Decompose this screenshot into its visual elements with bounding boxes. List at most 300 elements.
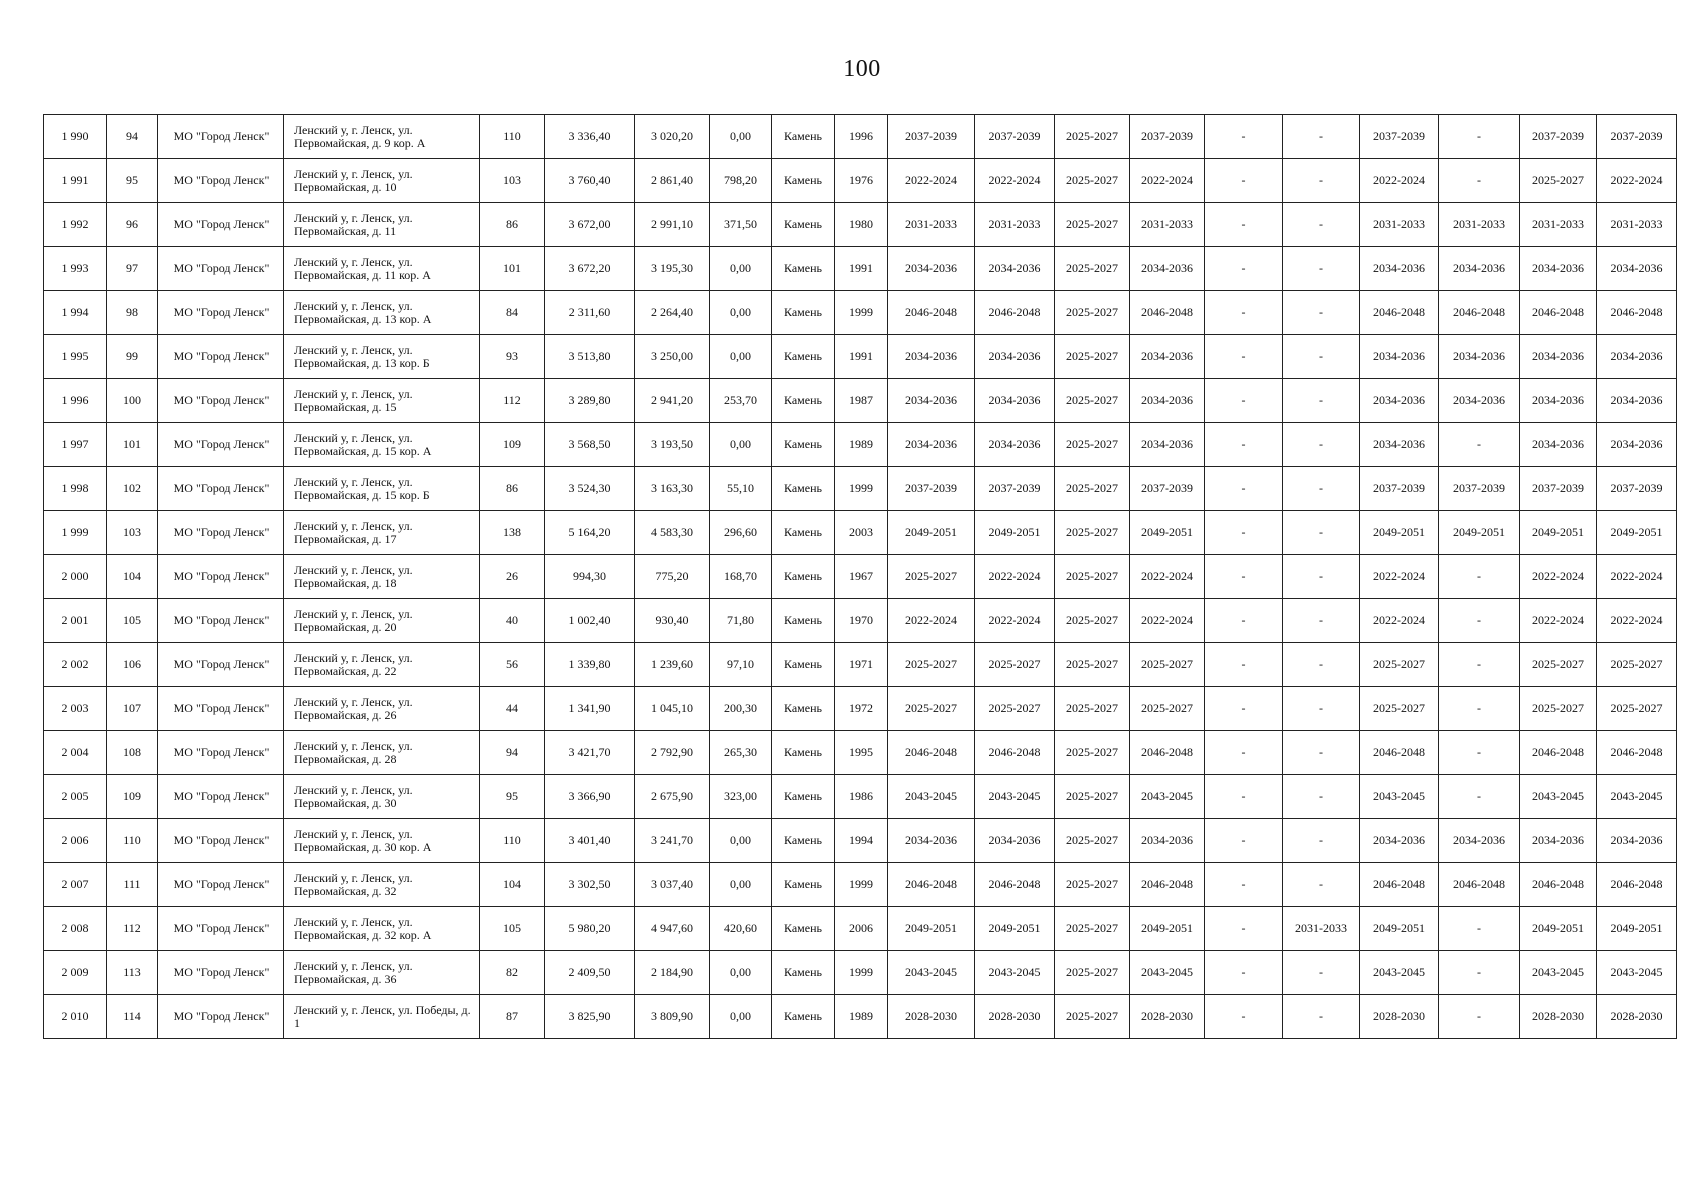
total-area-cell: 5 164,20	[545, 511, 635, 555]
period-cell-4: 2049-2051	[1130, 907, 1205, 951]
living-area-cell: 2 991,10	[635, 203, 710, 247]
wall-material-cell: Камень	[772, 995, 835, 1039]
nonresidential-area-cell: 265,30	[710, 731, 772, 775]
period-cell-2: 2034-2036	[975, 819, 1055, 863]
period-cell-9: 2046-2048	[1520, 731, 1597, 775]
table-row	[44, 555, 1677, 599]
row-index-cell: 1 996	[44, 379, 107, 423]
entry-number-cell: 107	[107, 687, 158, 731]
residents-cell: 110	[480, 115, 545, 159]
municipality-cell: МО "Город Ленск"	[158, 291, 284, 335]
period-cell-10: 2034-2036	[1597, 423, 1677, 467]
municipality-cell: МО "Город Ленск"	[158, 203, 284, 247]
build-year-cell: 1972	[835, 687, 888, 731]
living-area-cell: 3 163,30	[635, 467, 710, 511]
living-area-cell: 3 037,40	[635, 863, 710, 907]
period-cell-4: 2028-2030	[1130, 995, 1205, 1039]
period-cell-5: -	[1205, 599, 1283, 643]
period-cell-9: 2031-2033	[1520, 203, 1597, 247]
total-area-cell: 3 672,20	[545, 247, 635, 291]
table-row	[44, 731, 1677, 775]
period-cell-8: 2031-2033	[1439, 203, 1520, 247]
table-row	[44, 203, 1677, 247]
period-cell-9: 2025-2027	[1520, 159, 1597, 203]
living-area-cell: 2 675,90	[635, 775, 710, 819]
period-cell-6: -	[1283, 863, 1360, 907]
period-cell-5: -	[1205, 423, 1283, 467]
period-cell-8: 2049-2051	[1439, 511, 1520, 555]
period-cell-9: 2034-2036	[1520, 819, 1597, 863]
period-cell-7: 2034-2036	[1360, 335, 1439, 379]
row-index-cell: 1 990	[44, 115, 107, 159]
period-cell-2: 2028-2030	[975, 995, 1055, 1039]
period-cell-7: 2022-2024	[1360, 599, 1439, 643]
period-cell-8: -	[1439, 907, 1520, 951]
residents-cell: 86	[480, 467, 545, 511]
build-year-cell: 1987	[835, 379, 888, 423]
living-area-cell: 4 583,30	[635, 511, 710, 555]
period-cell-7: 2049-2051	[1360, 907, 1439, 951]
living-area-cell: 2 264,40	[635, 291, 710, 335]
period-cell-3: 2025-2027	[1055, 643, 1130, 687]
period-cell-5: -	[1205, 863, 1283, 907]
period-cell-9: 2034-2036	[1520, 379, 1597, 423]
row-index-cell: 1 995	[44, 335, 107, 379]
table-row	[44, 159, 1677, 203]
period-cell-7: 2028-2030	[1360, 995, 1439, 1039]
entry-number-cell: 101	[107, 423, 158, 467]
period-cell-8: -	[1439, 775, 1520, 819]
period-cell-3: 2025-2027	[1055, 511, 1130, 555]
period-cell-6: -	[1283, 643, 1360, 687]
wall-material-cell: Камень	[772, 731, 835, 775]
period-cell-4: 2049-2051	[1130, 511, 1205, 555]
total-area-cell: 2 311,60	[545, 291, 635, 335]
period-cell-7: 2046-2048	[1360, 291, 1439, 335]
residents-cell: 56	[480, 643, 545, 687]
period-cell-7: 2034-2036	[1360, 247, 1439, 291]
period-cell-8: -	[1439, 995, 1520, 1039]
period-cell-3: 2025-2027	[1055, 467, 1130, 511]
period-cell-10: 2034-2036	[1597, 335, 1677, 379]
nonresidential-area-cell: 0,00	[710, 335, 772, 379]
period-cell-6: -	[1283, 335, 1360, 379]
period-cell-1: 2049-2051	[888, 907, 975, 951]
build-year-cell: 1999	[835, 467, 888, 511]
period-cell-2: 2034-2036	[975, 335, 1055, 379]
table-row	[44, 863, 1677, 907]
period-cell-5: -	[1205, 379, 1283, 423]
nonresidential-area-cell: 0,00	[710, 819, 772, 863]
entry-number-cell: 114	[107, 995, 158, 1039]
period-cell-5: -	[1205, 335, 1283, 379]
living-area-cell: 930,40	[635, 599, 710, 643]
period-cell-2: 2037-2039	[975, 467, 1055, 511]
build-year-cell: 1999	[835, 291, 888, 335]
living-area-cell: 2 184,90	[635, 951, 710, 995]
period-cell-9: 2049-2051	[1520, 907, 1597, 951]
table-row	[44, 335, 1677, 379]
nonresidential-area-cell: 0,00	[710, 291, 772, 335]
period-cell-5: -	[1205, 511, 1283, 555]
build-year-cell: 1989	[835, 423, 888, 467]
period-cell-3: 2025-2027	[1055, 819, 1130, 863]
period-cell-8: 2034-2036	[1439, 335, 1520, 379]
build-year-cell: 1976	[835, 159, 888, 203]
period-cell-2: 2034-2036	[975, 247, 1055, 291]
period-cell-6: -	[1283, 467, 1360, 511]
address-cell: Ленский у, г. Ленск, ул. Первомайская, д. 11	[284, 203, 480, 247]
period-cell-5: -	[1205, 203, 1283, 247]
period-cell-10: 2049-2051	[1597, 511, 1677, 555]
period-cell-2: 2043-2045	[975, 775, 1055, 819]
municipality-cell: МО "Город Ленск"	[158, 115, 284, 159]
period-cell-7: 2034-2036	[1360, 423, 1439, 467]
address-cell: Ленский у, г. Ленск, ул. Первомайская, д. 26	[284, 687, 480, 731]
period-cell-2: 2025-2027	[975, 643, 1055, 687]
residents-cell: 103	[480, 159, 545, 203]
period-cell-4: 2022-2024	[1130, 599, 1205, 643]
period-cell-3: 2025-2027	[1055, 951, 1130, 995]
total-area-cell: 3 672,00	[545, 203, 635, 247]
period-cell-4: 2046-2048	[1130, 731, 1205, 775]
row-index-cell: 2 007	[44, 863, 107, 907]
period-cell-9: 2046-2048	[1520, 863, 1597, 907]
build-year-cell: 1986	[835, 775, 888, 819]
address-cell: Ленский у, г. Ленск, ул. Первомайская, д. 10	[284, 159, 480, 203]
period-cell-1: 2025-2027	[888, 687, 975, 731]
total-area-cell: 3 825,90	[545, 995, 635, 1039]
period-cell-10: 2034-2036	[1597, 819, 1677, 863]
period-cell-10: 2043-2045	[1597, 951, 1677, 995]
municipality-cell: МО "Город Ленск"	[158, 511, 284, 555]
period-cell-7: 2046-2048	[1360, 731, 1439, 775]
build-year-cell: 1999	[835, 951, 888, 995]
period-cell-10: 2049-2051	[1597, 907, 1677, 951]
row-index-cell: 1 992	[44, 203, 107, 247]
period-cell-8: -	[1439, 643, 1520, 687]
period-cell-9: 2046-2048	[1520, 291, 1597, 335]
period-cell-1: 2034-2036	[888, 423, 975, 467]
entry-number-cell: 105	[107, 599, 158, 643]
entry-number-cell: 98	[107, 291, 158, 335]
period-cell-3: 2025-2027	[1055, 555, 1130, 599]
period-cell-3: 2025-2027	[1055, 291, 1130, 335]
row-index-cell: 2 001	[44, 599, 107, 643]
total-area-cell: 3 366,90	[545, 775, 635, 819]
wall-material-cell: Камень	[772, 907, 835, 951]
period-cell-10: 2034-2036	[1597, 379, 1677, 423]
row-index-cell: 1 991	[44, 159, 107, 203]
living-area-cell: 3 193,50	[635, 423, 710, 467]
residents-cell: 112	[480, 379, 545, 423]
nonresidential-area-cell: 420,60	[710, 907, 772, 951]
build-year-cell: 1999	[835, 863, 888, 907]
period-cell-4: 2031-2033	[1130, 203, 1205, 247]
total-area-cell: 3 524,30	[545, 467, 635, 511]
total-area-cell: 2 409,50	[545, 951, 635, 995]
period-cell-9: 2043-2045	[1520, 951, 1597, 995]
period-cell-5: -	[1205, 291, 1283, 335]
living-area-cell: 2 861,40	[635, 159, 710, 203]
period-cell-6: -	[1283, 247, 1360, 291]
wall-material-cell: Камень	[772, 335, 835, 379]
living-area-cell: 3 241,70	[635, 819, 710, 863]
period-cell-9: 2025-2027	[1520, 687, 1597, 731]
period-cell-6: -	[1283, 159, 1360, 203]
period-cell-2: 2022-2024	[975, 599, 1055, 643]
municipality-cell: МО "Город Ленск"	[158, 775, 284, 819]
wall-material-cell: Камень	[772, 863, 835, 907]
nonresidential-area-cell: 323,00	[710, 775, 772, 819]
period-cell-2: 2046-2048	[975, 863, 1055, 907]
address-cell: Ленский у, г. Ленск, ул. Первомайская, д. 18	[284, 555, 480, 599]
period-cell-1: 2022-2024	[888, 159, 975, 203]
period-cell-1: 2043-2045	[888, 775, 975, 819]
period-cell-8: -	[1439, 951, 1520, 995]
municipality-cell: МО "Город Ленск"	[158, 247, 284, 291]
period-cell-2: 2037-2039	[975, 115, 1055, 159]
entry-number-cell: 100	[107, 379, 158, 423]
residents-cell: 40	[480, 599, 545, 643]
period-cell-8: -	[1439, 115, 1520, 159]
entry-number-cell: 108	[107, 731, 158, 775]
nonresidential-area-cell: 253,70	[710, 379, 772, 423]
period-cell-10: 2043-2045	[1597, 775, 1677, 819]
wall-material-cell: Камень	[772, 115, 835, 159]
total-area-cell: 3 421,70	[545, 731, 635, 775]
period-cell-8: 2037-2039	[1439, 467, 1520, 511]
total-area-cell: 3 401,40	[545, 819, 635, 863]
residents-cell: 26	[480, 555, 545, 599]
period-cell-9: 2025-2027	[1520, 643, 1597, 687]
nonresidential-area-cell: 0,00	[710, 863, 772, 907]
row-index-cell: 2 002	[44, 643, 107, 687]
period-cell-9: 2037-2039	[1520, 467, 1597, 511]
total-area-cell: 3 513,80	[545, 335, 635, 379]
build-year-cell: 1991	[835, 247, 888, 291]
residents-cell: 94	[480, 731, 545, 775]
page-number: 100	[843, 56, 881, 82]
wall-material-cell: Камень	[772, 687, 835, 731]
address-cell: Ленский у, г. Ленск, ул. Первомайская, д. 15 кор. А	[284, 423, 480, 467]
period-cell-6: -	[1283, 511, 1360, 555]
build-year-cell: 2003	[835, 511, 888, 555]
build-year-cell: 1970	[835, 599, 888, 643]
period-cell-5: -	[1205, 247, 1283, 291]
address-cell: Ленский у, г. Ленск, ул. Первомайская, д. 13 кор. Б	[284, 335, 480, 379]
period-cell-8: -	[1439, 687, 1520, 731]
entry-number-cell: 97	[107, 247, 158, 291]
residents-cell: 86	[480, 203, 545, 247]
period-cell-3: 2025-2027	[1055, 907, 1130, 951]
entry-number-cell: 110	[107, 819, 158, 863]
period-cell-8: 2034-2036	[1439, 379, 1520, 423]
residents-cell: 87	[480, 995, 545, 1039]
period-cell-7: 2037-2039	[1360, 115, 1439, 159]
municipality-cell: МО "Город Ленск"	[158, 423, 284, 467]
period-cell-8: -	[1439, 423, 1520, 467]
municipality-cell: МО "Город Ленск"	[158, 951, 284, 995]
entry-number-cell: 99	[107, 335, 158, 379]
period-cell-8: 2046-2048	[1439, 863, 1520, 907]
total-area-cell: 1 341,90	[545, 687, 635, 731]
period-cell-5: -	[1205, 819, 1283, 863]
municipality-cell: МО "Город Ленск"	[158, 555, 284, 599]
period-cell-5: -	[1205, 115, 1283, 159]
period-cell-4: 2025-2027	[1130, 687, 1205, 731]
period-cell-9: 2022-2024	[1520, 599, 1597, 643]
row-index-cell: 1 999	[44, 511, 107, 555]
period-cell-9: 2028-2030	[1520, 995, 1597, 1039]
period-cell-3: 2025-2027	[1055, 423, 1130, 467]
period-cell-1: 2028-2030	[888, 995, 975, 1039]
period-cell-8: -	[1439, 555, 1520, 599]
row-index-cell: 2 010	[44, 995, 107, 1039]
period-cell-1: 2049-2051	[888, 511, 975, 555]
period-cell-5: -	[1205, 907, 1283, 951]
period-cell-10: 2037-2039	[1597, 467, 1677, 511]
living-area-cell: 3 250,00	[635, 335, 710, 379]
period-cell-7: 2037-2039	[1360, 467, 1439, 511]
table-row	[44, 951, 1677, 995]
period-cell-8: -	[1439, 159, 1520, 203]
period-cell-2: 2022-2024	[975, 555, 1055, 599]
municipality-cell: МО "Город Ленск"	[158, 467, 284, 511]
period-cell-6: -	[1283, 731, 1360, 775]
period-cell-4: 2022-2024	[1130, 159, 1205, 203]
period-cell-7: 2043-2045	[1360, 951, 1439, 995]
entry-number-cell: 106	[107, 643, 158, 687]
table-row	[44, 291, 1677, 335]
row-index-cell: 2 005	[44, 775, 107, 819]
period-cell-5: -	[1205, 731, 1283, 775]
period-cell-6: -	[1283, 775, 1360, 819]
total-area-cell: 3 760,40	[545, 159, 635, 203]
period-cell-5: -	[1205, 159, 1283, 203]
table-row	[44, 247, 1677, 291]
address-cell: Ленский у, г. Ленск, ул. Первомайская, д. 30 кор. А	[284, 819, 480, 863]
period-cell-9: 2034-2036	[1520, 423, 1597, 467]
residents-cell: 82	[480, 951, 545, 995]
address-cell: Ленский у, г. Ленск, ул. Первомайская, д. 22	[284, 643, 480, 687]
period-cell-2: 2046-2048	[975, 291, 1055, 335]
entry-number-cell: 109	[107, 775, 158, 819]
wall-material-cell: Камень	[772, 291, 835, 335]
period-cell-5: -	[1205, 555, 1283, 599]
period-cell-1: 2031-2033	[888, 203, 975, 247]
period-cell-1: 2025-2027	[888, 643, 975, 687]
build-year-cell: 1994	[835, 819, 888, 863]
period-cell-5: -	[1205, 995, 1283, 1039]
address-cell: Ленский у, г. Ленск, ул. Первомайская, д. 32	[284, 863, 480, 907]
table-row	[44, 599, 1677, 643]
period-cell-4: 2034-2036	[1130, 247, 1205, 291]
period-cell-10: 2046-2048	[1597, 863, 1677, 907]
address-cell: Ленский у, г. Ленск, ул. Первомайская, д. 9 кор. А	[284, 115, 480, 159]
period-cell-1: 2034-2036	[888, 335, 975, 379]
period-cell-3: 2025-2027	[1055, 731, 1130, 775]
period-cell-7: 2031-2033	[1360, 203, 1439, 247]
nonresidential-area-cell: 97,10	[710, 643, 772, 687]
wall-material-cell: Камень	[772, 467, 835, 511]
living-area-cell: 2 792,90	[635, 731, 710, 775]
living-area-cell: 1 239,60	[635, 643, 710, 687]
period-cell-8: 2046-2048	[1439, 291, 1520, 335]
build-year-cell: 1971	[835, 643, 888, 687]
living-area-cell: 3 195,30	[635, 247, 710, 291]
period-cell-10: 2022-2024	[1597, 555, 1677, 599]
entry-number-cell: 113	[107, 951, 158, 995]
period-cell-10: 2037-2039	[1597, 115, 1677, 159]
period-cell-6: -	[1283, 995, 1360, 1039]
period-cell-6: -	[1283, 203, 1360, 247]
period-cell-2: 2034-2036	[975, 423, 1055, 467]
period-cell-1: 2034-2036	[888, 819, 975, 863]
nonresidential-area-cell: 371,50	[710, 203, 772, 247]
wall-material-cell: Камень	[772, 511, 835, 555]
period-cell-10: 2031-2033	[1597, 203, 1677, 247]
residents-cell: 138	[480, 511, 545, 555]
total-area-cell: 3 568,50	[545, 423, 635, 467]
table-row	[44, 467, 1677, 511]
total-area-cell: 3 289,80	[545, 379, 635, 423]
residents-cell: 109	[480, 423, 545, 467]
table-body	[44, 115, 1677, 1039]
address-cell: Ленский у, г. Ленск, ул. Первомайская, д. 36	[284, 951, 480, 995]
table-row	[44, 907, 1677, 951]
row-index-cell: 2 006	[44, 819, 107, 863]
period-cell-3: 2025-2027	[1055, 115, 1130, 159]
address-cell: Ленский у, г. Ленск, ул. Первомайская, д. 15 кор. Б	[284, 467, 480, 511]
residents-cell: 105	[480, 907, 545, 951]
period-cell-6: -	[1283, 687, 1360, 731]
living-area-cell: 3 809,90	[635, 995, 710, 1039]
period-cell-1: 2046-2048	[888, 863, 975, 907]
period-cell-7: 2046-2048	[1360, 863, 1439, 907]
address-cell: Ленский у, г. Ленск, ул. Первомайская, д. 13 кор. А	[284, 291, 480, 335]
period-cell-2: 2031-2033	[975, 203, 1055, 247]
period-cell-9: 2034-2036	[1520, 335, 1597, 379]
municipality-cell: МО "Город Ленск"	[158, 159, 284, 203]
wall-material-cell: Камень	[772, 379, 835, 423]
wall-material-cell: Камень	[772, 423, 835, 467]
nonresidential-area-cell: 0,00	[710, 115, 772, 159]
nonresidential-area-cell: 168,70	[710, 555, 772, 599]
entry-number-cell: 94	[107, 115, 158, 159]
nonresidential-area-cell: 0,00	[710, 247, 772, 291]
residents-cell: 104	[480, 863, 545, 907]
address-cell: Ленский у, г. Ленск, ул. Первомайская, д. 28	[284, 731, 480, 775]
period-cell-5: -	[1205, 643, 1283, 687]
period-cell-6: -	[1283, 115, 1360, 159]
period-cell-4: 2043-2045	[1130, 775, 1205, 819]
period-cell-1: 2037-2039	[888, 115, 975, 159]
residents-cell: 110	[480, 819, 545, 863]
period-cell-6: -	[1283, 379, 1360, 423]
row-index-cell: 2 009	[44, 951, 107, 995]
wall-material-cell: Камень	[772, 599, 835, 643]
row-index-cell: 1 994	[44, 291, 107, 335]
build-year-cell: 1980	[835, 203, 888, 247]
entry-number-cell: 96	[107, 203, 158, 247]
period-cell-2: 2025-2027	[975, 687, 1055, 731]
residents-cell: 93	[480, 335, 545, 379]
period-cell-3: 2025-2027	[1055, 335, 1130, 379]
table-row	[44, 511, 1677, 555]
period-cell-3: 2025-2027	[1055, 379, 1130, 423]
municipality-cell: МО "Город Ленск"	[158, 599, 284, 643]
